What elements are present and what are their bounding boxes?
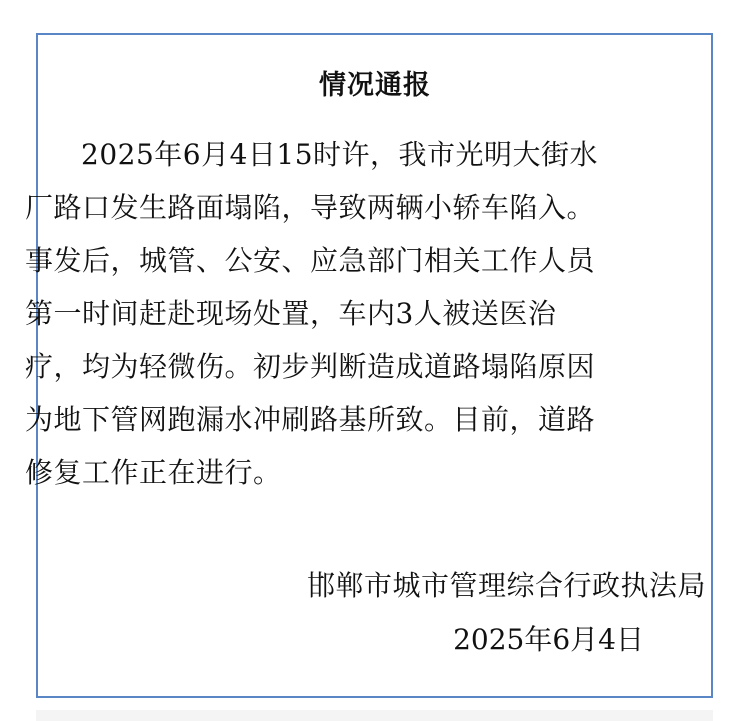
body-line: 2025年6月4日15时许，我市光明大街水	[81, 138, 599, 171]
notice-body	[25, 128, 657, 499]
body-line: 事发后，城管、公安、应急部门相关工作人员	[25, 244, 596, 277]
signature-organization: 邯郸市城市管理综合行政执法局	[306, 569, 706, 602]
body-line: 修复工作正在进行。	[25, 456, 282, 489]
bottom-strip	[36, 710, 713, 721]
body-line: 厂路口发生路面塌陷，导致两辆小轿车陷入。	[25, 191, 596, 224]
notice-title: 情况通报	[319, 70, 431, 101]
body-line: 疗，均为轻微伤。初步判断造成道路塌陷原因	[25, 350, 596, 383]
body-line: 为地下管网跑漏水冲刷路基所致。目前，道路	[25, 403, 596, 436]
signature-date: 2025年6月4日	[453, 623, 644, 656]
body-line: 第一时间赶赴现场处置，车内3人被送医治	[25, 297, 557, 330]
